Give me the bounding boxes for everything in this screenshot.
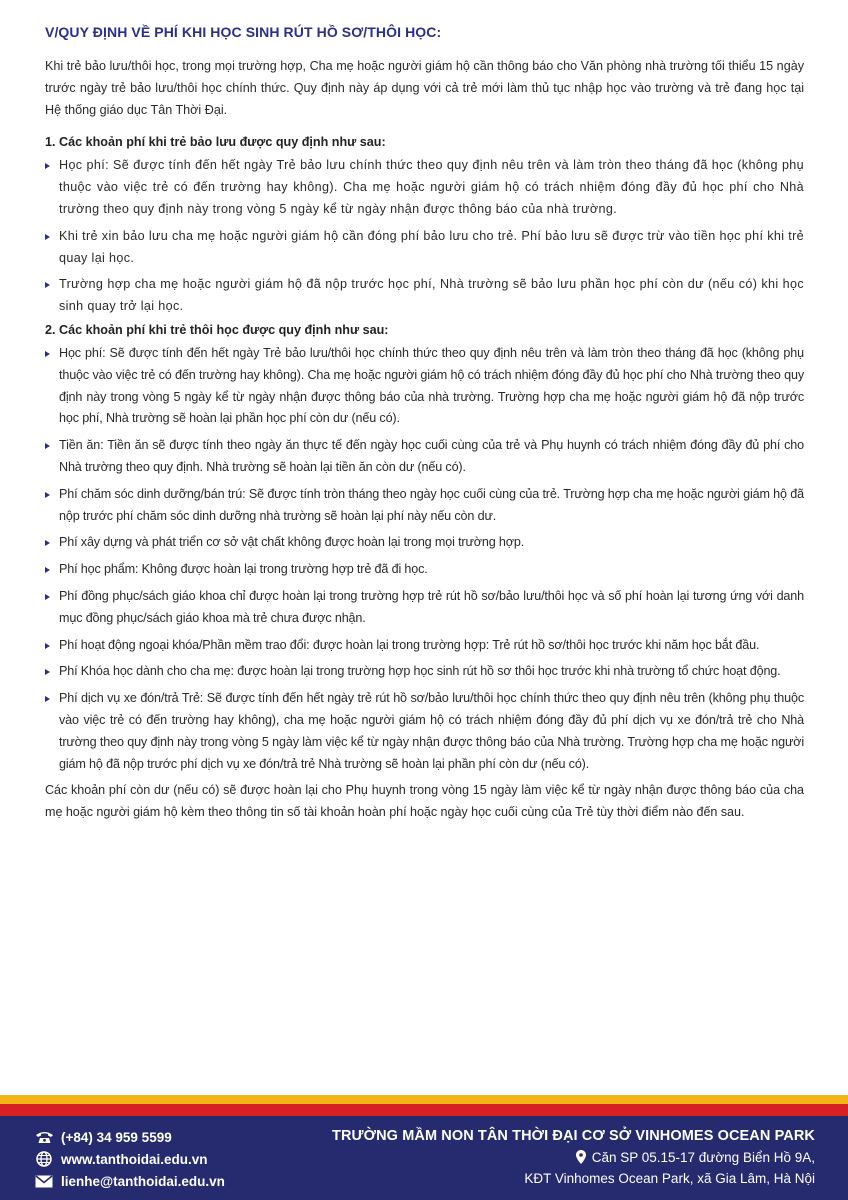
list-item-text: Phí xây dựng và phát triển cơ sở vật chất không được hoàn lại trong mọi trường hợp. — [59, 535, 525, 550]
list-item — [45, 532, 804, 554]
section2-list — [45, 343, 804, 775]
list-item-text: Phí học phẩm: Không được hoàn lại trong trường hợp trẻ đã đi học. — [59, 562, 428, 577]
list-item — [45, 226, 804, 270]
footer-phone — [34, 1126, 225, 1148]
list-item — [45, 559, 804, 581]
red-stripe — [0, 1104, 848, 1116]
address-line-2: KĐT Vinhomes Ocean Park, xã Gia Lâm, Hà Nội — [524, 1171, 815, 1186]
list-item-text: Phí hoạt động ngoại khóa/Phần mềm trao đổi: được hoàn lại trong trường hợp: Trẻ rút hồ sơ/thôi học trước khi năm học bắt đầu. — [59, 637, 760, 652]
section-title: V/QUY ĐỊNH VỀ PHÍ KHI HỌC SINH RÚT HỒ SƠ/THÔI HỌC: — [45, 24, 442, 40]
envelope-icon — [34, 1173, 54, 1189]
address-line-1-text: Căn SP 05.15-17 đường Biển Hồ 9A, — [591, 1150, 815, 1165]
footer-website — [34, 1148, 225, 1170]
list-item — [45, 484, 804, 528]
bullet-arrow-icon — [45, 643, 50, 649]
footer-contact — [34, 1126, 225, 1192]
intro-paragraph: Khi trẻ bảo lưu/thôi học, trong mọi trường hợp, Cha mẹ hoặc người giám hộ cần thông báo cho Văn phòng nhà trường tối thiểu 15 ngày trước ngày trẻ bảo lưu/thôi học chính thức. Quy định này áp dụng với cả trẻ mới làm thủ tục nhập học vào trường và trẻ đang học tại Hệ thống giáo dục Tân Thời Đại. — [45, 59, 804, 117]
footer-stripes — [0, 1095, 848, 1116]
bullet-arrow-icon — [45, 696, 50, 702]
list-item-text: Tiền ăn: Tiền ăn sẽ được tính theo ngày ăn thực tế đến ngày học cuối cùng của trẻ và Phụ huynh có trách nhiệm đóng đầy đủ phí cho Nhà trường theo quy định. Nhà trường sẽ hoàn lại tiền ăn còn dư (nếu có). — [59, 438, 804, 474]
section2-heading: 2. Các khoản phí khi trẻ thôi học được quy định như sau: — [45, 322, 389, 337]
bullet-arrow-icon — [45, 282, 50, 288]
bullet-arrow-icon — [45, 351, 50, 357]
phone-number[interactable]: (+84) 34 959 5599 — [61, 1129, 172, 1145]
address-line-1 — [332, 1148, 815, 1169]
website-link[interactable]: www.tanthoidai.edu.vn — [61, 1151, 208, 1167]
bullet-arrow-icon — [45, 163, 50, 169]
bullet-arrow-icon — [45, 443, 50, 449]
list-item-text: Phí chăm sóc dinh dưỡng/bán trú: Sẽ được tính tròn tháng theo ngày học cuối cùng của trẻ. Trường hợp cha mẹ hoặc người giám hộ đã nộp trước phí chăm sóc dinh dưỡng nhà trường sẽ hoàn lại phí này nếu còn dư. — [59, 486, 804, 523]
phone-icon — [34, 1129, 54, 1145]
yellow-stripe — [0, 1095, 848, 1104]
list-item-text: Trường hợp cha mẹ hoặc người giám hộ đã nộp trước học phí, Nhà trường sẽ bảo lưu phần học phí còn dư (nếu có) khi học sinh quay trở lại học. — [59, 277, 804, 314]
footer-school-info — [332, 1128, 815, 1188]
list-item — [45, 435, 804, 479]
document-body — [45, 24, 804, 824]
list-item-text: Phí Khóa học dành cho cha mẹ: được hoàn lại trong trường hợp học sinh rút hồ sơ thôi học trước khi nhà trường tổ chức hoạt động. — [59, 664, 781, 679]
list-item-text: Phí đồng phục/sách giáo khoa chỉ được hoàn lại trong trường hợp trẻ rút hồ sơ/bảo lưu/thôi học và số phí hoàn lại tương ứng với danh mục đồng phục/sách giáo khoa mà trẻ chưa được nhận. — [59, 588, 804, 625]
bullet-arrow-icon — [45, 594, 50, 600]
list-item — [45, 343, 804, 430]
section1-list — [45, 155, 804, 318]
list-item — [45, 635, 804, 657]
list-item — [45, 586, 804, 630]
list-item-text: Học phí: Sẽ được tính đến hết ngày Trẻ bảo lưu chính thức theo quy định nêu trên và làm tròn theo tháng đã học (không phụ thuộc vào việc trẻ có đến trường hay không). Cha mẹ hoặc người giám hộ có trách nhiệm đóng đầy đủ học phí cho Nhà trường theo quy định này trong vòng 5 ngày kể từ ngày nhận được thông báo của nhà trường. — [59, 158, 804, 216]
globe-icon — [34, 1151, 54, 1167]
bullet-arrow-icon — [45, 234, 50, 240]
school-name: TRƯỜNG MẦM NON TÂN THỜI ĐẠI CƠ SỞ VINHOMES OCEAN PARK — [331, 1128, 815, 1144]
list-item — [45, 688, 804, 775]
list-item — [45, 661, 804, 683]
list-item-text: Học phí: Sẽ được tính đến hết ngày Trẻ bảo lưu/thôi học chính thức theo quy định nêu trên và làm tròn theo tháng đã học (không phụ thuộc vào việc trẻ có đến trường hay không). Cha mẹ hoặc người giám hộ có trách nhiệm đóng đầy đủ học phí cho Nhà trường theo quy định này trong vòng 5 ngày kể từ ngày nhận được thông báo của nhà trường. Trường hợp cha mẹ hoặc người giám hộ đã nộp trước học phí, Nhà trường sẽ hoàn lại phần học phí còn dư (nếu có). — [59, 345, 804, 426]
email-link[interactable]: lienhe@tanthoidai.edu.vn — [61, 1173, 225, 1189]
list-item-text: Phí dịch vụ xe đón/trả Trẻ: Sẽ được tính đến hết ngày trẻ rút hồ sơ/bảo lưu/thôi học chính thức theo quy định nêu trên (không phụ thuộc vào việc trẻ có đến trường hay không), cha mẹ hoặc người giám hộ có trách nhiệm đóng đầy đủ phí dịch vụ xe đón/trả trẻ cho Nhà trường theo quy định này trong vòng 5 ngày làm việc kể từ ngày nhận được thông báo của Nhà trường. Trường hợp cha mẹ hoặc người giám hộ đã nộp trước phí dịch vụ xe đón/trả trẻ Nhà trường sẽ hoàn lại phần phí còn dư (nếu có). — [59, 691, 804, 771]
closing-paragraph: Các khoản phí còn dư (nếu có) sẽ được hoàn lại cho Phụ huynh trong vòng 15 ngày làm việc kể từ ngày nhận được thông báo của cha mẹ hoặc người giám hộ kèm theo thông tin số tài khoản hoàn phí hoặc ngày học cuối cùng của Trẻ tùy thời điểm nào đến sau. — [45, 783, 804, 820]
list-item — [45, 155, 804, 220]
bullet-arrow-icon — [45, 567, 50, 573]
section1-heading: 1. Các khoản phí khi trẻ bảo lưu được quy định như sau: — [45, 135, 386, 150]
list-item-text: Khi trẻ xin bảo lưu cha mẹ hoặc người giám hộ cần đóng phí bảo lưu cho trẻ. Phí bảo lưu sẽ được trừ vào tiền học phí khi trẻ quay lại học. — [59, 228, 804, 265]
footer-email — [34, 1170, 225, 1192]
list-item — [45, 274, 804, 318]
bullet-arrow-icon — [45, 669, 50, 675]
footer — [0, 1116, 848, 1200]
bullet-arrow-icon — [45, 540, 50, 546]
location-pin-icon — [576, 1150, 586, 1169]
bullet-arrow-icon — [45, 492, 50, 498]
